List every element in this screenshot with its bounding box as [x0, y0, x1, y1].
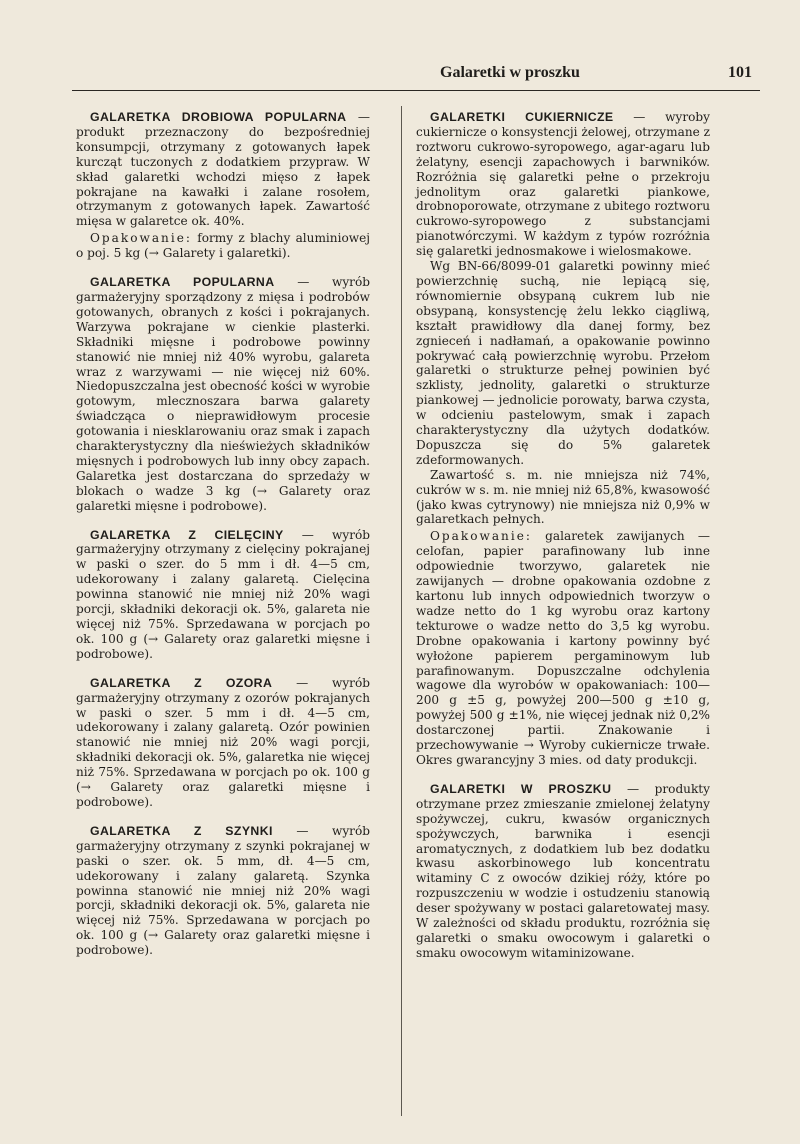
- entry-term: GALARETKA Z OZORA: [90, 675, 273, 690]
- entry-body: [76, 528, 370, 662]
- packaging-label: Opakowanie:: [430, 529, 532, 544]
- right-column: [416, 110, 710, 975]
- entry-galaretka-z-cieleciny: [76, 528, 370, 662]
- entry-term: GALARETKI W PROSZKU: [430, 781, 612, 796]
- entry-body: [416, 782, 710, 961]
- entry-text: — wyrób garmażeryjny otrzymany z cielęciny pokrajanej w paski o szer. do 5 mm i dł. 4—5 cm, udekorowany i zalany galaretą. Cielęcina powinna stanowić nie mniej niż 20% wagi porcji, składniki dekoracji ok. 5%, galareta nie więcej niż 75%. Sprzedawana w porcjach po ok. 100 g (→ Galarety oraz galaretki mięsne i podrobowe).: [76, 527, 370, 661]
- entry-text: — produkt przeznaczony do bezpośredniej konsumpcji, otrzymany z gotowanych łapek kurcząt tuczonych z dodatkiem przypraw. W skład galaretki wchodzi mięso z łapek pokrajane na kawałki i zalane rosołem, otrzymanym z gotowanych łapek. Zawartość mięsa w galaretce ok. 40%.: [76, 110, 370, 229]
- entry-text: — wyrób garmażeryjny otrzymany z szynki pokrajanej w paski o szer. ok. 5 mm, dł. 4—5 cm, udekorowany i zalany galaretą. Szynka powinna stanowić nie mniej niż 20% wagi porcji, składniki dekoracji ok. 5%, galareta nie więcej niż 75%. Sprzedawana w porcjach po ok. 100 g (→ Galarety oraz galaretki mięsne i podrobowe).: [76, 823, 370, 958]
- entry-term: GALARETKA DROBIOWA POPULARNA: [90, 110, 347, 124]
- entry-packaging: [416, 529, 710, 768]
- entry-term: GALARETKA Z SZYNKI: [90, 823, 273, 838]
- running-header: [440, 64, 752, 88]
- entry-galaretka-drobiowa: [76, 110, 370, 261]
- left-column: [76, 110, 370, 972]
- entry-term: GALARETKI CUKIERNICZE: [430, 110, 614, 124]
- entry-body: [76, 110, 370, 229]
- entry-term: GALARETKA Z CIELĘCINY: [90, 527, 284, 542]
- entry-term: GALARETKA POPULARNA: [90, 275, 275, 290]
- entry-body: [416, 110, 710, 259]
- packaging-text: formy z blachy aluminiowej o poj. 5 kg (→ Galarety i galaretki).: [76, 231, 370, 261]
- entry-text: — produkty otrzymane przez zmieszanie zmielonej żelatyny spożywczej, cukru, kwasów organicznych spożywczych, barwnika i esencji aromatycznych, z dodatkiem lub bez dodatku kwasu askorbinowego lub koncentratu witaminy C z owoców dzikiej róży, które po rozpuszczeniu w wodzie i ostudzeniu stanowią deser spożywany w postaci galaretowatej masy. W zależności od składu produktu, rozróżnia się galaretki o smaku owocowym i galaretki o smaku owocowym witaminizowane.: [416, 781, 710, 960]
- entry-paragraph: Wg BN-66/8099-01 galaretki powinny mieć powierzchnię suchą, nie lepiącą się, równomiernie obsypaną cukrem lub nie obsypaną, konsystencję żelu lekko ciągliwą, kształt prawidłowy dla danej formy, bez zgnieceń i nadłamań, a opakowanie powinno pokrywać całą powierzchnię wyrobu. Przełom galaretki o strukturze pełnej powinien być szklisty, jednolity, galaretki o strukturze piankowej — jednolicie porowaty, barwa czysta, w odcieniu pastelowym, smak i zapach charakterystyczny dla użytych dodatków. Dopuszcza się do 5% galaretek zdeformowanych.: [416, 259, 710, 467]
- entry-galaretka-popularna: [76, 275, 370, 514]
- entry-text: — wyrób garmażeryjny otrzymany z ozorów pokrajanych w paski o szer. 5 mm i dł. 4—5 cm, udekorowany i zalany galaretą. Ozór powinien stanowić nie mniej niż 20% wagi porcji, składniki dekoracji ok. 5%, galaretka nie więcej niż 75%. Sprzedawana w porcjach po ok. 100 g (→ Galarety oraz galaretki mięsne i podrobowe).: [76, 675, 370, 809]
- page-number: 101: [728, 64, 752, 81]
- entry-galaretki-w-proszku: [416, 782, 710, 961]
- column-divider: [401, 106, 402, 1116]
- entry-body: [76, 824, 370, 958]
- header-rule: [72, 90, 760, 91]
- running-title: Galaretki w proszku: [440, 64, 580, 81]
- entry-body: [76, 676, 370, 810]
- packaging-text: galaretek zawijanych — celofan, papier parafinowany lub inne odpowiednie tworzywo, galaretek nie zawijanych — drobne opakowania ozdobne z kartonu lub innych odpowiednich tworzyw o wadze netto do 1 kg wyrobu oraz kartony tekturowe o wadze netto do 3,5 kg wyrobu. Drobne opakowania i kartony powinny być wyłożone papierem pergaminowym lub parafinowanym. Dopuszczalne odchylenia wagowe dla wyrobów w opakowaniach: 100—200 g ±5 g, powyżej 200—500 g ±10 g, powyżej 500 g ±1%, nie więcej jednak niż 0,2% dostarczonej partii. Znakowanie i przechowywanie → Wyroby cukiernicze trwałe. Okres gwarancyjny 3 mies. od daty produkcji.: [416, 529, 710, 767]
- entry-galaretka-z-szynki: [76, 824, 370, 958]
- entry-paragraph: Zawartość s. m. nie mniejsza niż 74%, cukrów w s. m. nie mniej niż 65,8%, kwasowość (jako kwas cytrynowy) nie mniejsza niż 0,9% w galaretkach pełnych.: [416, 467, 710, 527]
- packaging-label: Opakowanie:: [90, 231, 192, 246]
- entry-text: — wyroby cukiernicze o konsystencji żelowej, otrzymane z roztworu cukrowo-syropowego, agar-agaru lub żelatyny, esencji zapachowych i barwników. Rozróżnia się galaretki pełne o przekroju jednolitym oraz galaretki piankowe, drobnoporowate, otrzymane z ubitego roztworu cukrowo-syropowego z substancjami pianotwórczymi. W każdym z typów rozróżnia się galaretki jednosmakowe i wielosmakowe.: [416, 110, 710, 259]
- entry-text: — wyrób garmażeryjny sporządzony z mięsa i podrobów gotowanych, obranych z kości i pokrajanych. Warzywa pokrajane w cienkie plasterki. Składniki mięsne i podrobowe powinny stanowić nie mniej niż 40% wyrobu, galareta wraz z warzywami — nie więcej niż 60%. Niedopuszczalna jest obecność kości w wyrobie gotowym, mlecznoszara barwa galarety świadcząca o nieprawidłowym procesie gotowania i niesklarowaniu oraz smak i zapach charakterystyczny dla nieświeżych składników mięsnych i podrobowych lub inny obcy zapach. Galaretka jest dostarczana do sprzedaży w blokach o wadze 3 kg (→ Galarety oraz galaretki mięsne i podrobowe).: [76, 275, 370, 513]
- entry-packaging: [76, 231, 370, 261]
- entry-galaretka-z-ozora: [76, 676, 370, 810]
- entry-body: [76, 275, 370, 514]
- entry-galaretki-cukiernicze: [416, 110, 710, 768]
